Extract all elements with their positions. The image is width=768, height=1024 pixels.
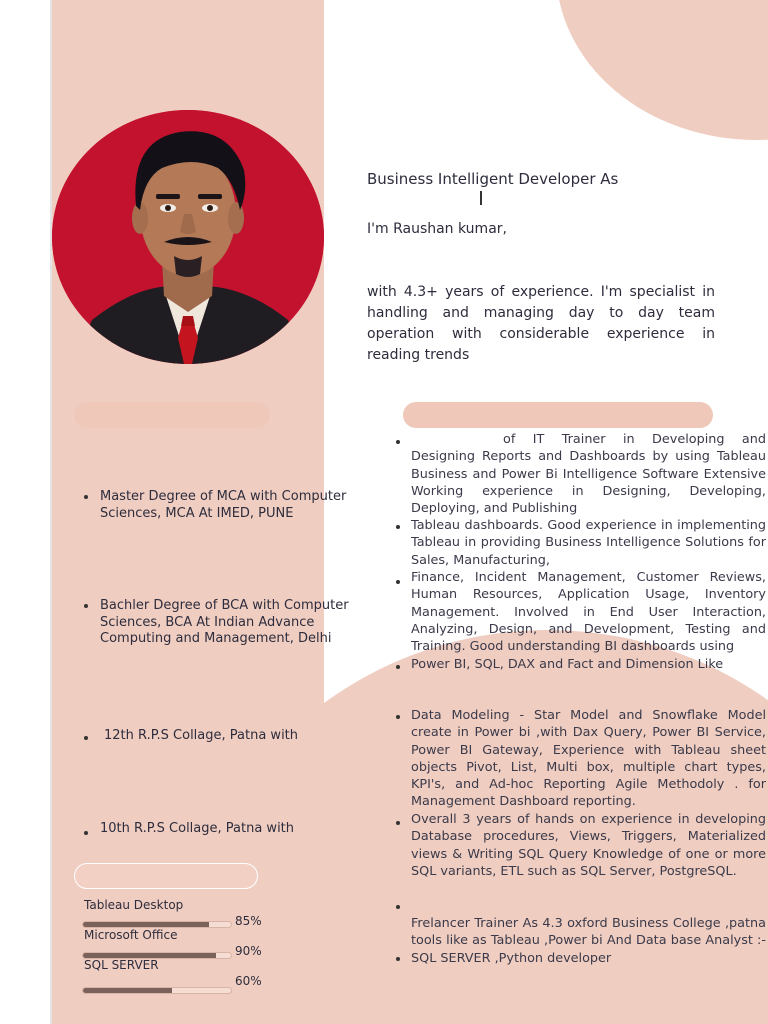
- bullet-icon: [396, 525, 400, 529]
- experience-text: Power BI, SQL, DAX and Fact and Dimension Like: [411, 657, 724, 672]
- skill-bar: [82, 921, 232, 928]
- experience-text: Tableau dashboards. Good experience in implementing Tableau in providing Business Intelligence Solutions for Sales, Manufacturing,: [411, 518, 766, 568]
- experience-text: Data Modeling - Star Model and Snowflake Model create in Power bi ,with Dax Query, Power BI Service, Power BI Gateway, Experience with Tableau sheet objects Pivot, List, Multi box, multiple chart types, KPI's, and Ad-hoc Reporting Agile Methodoly . for Management Dashboard reporting.: [411, 708, 766, 810]
- experience-item: [396, 811, 766, 880]
- education-item: [84, 821, 344, 838]
- experience-item: [396, 569, 766, 655]
- bullet-icon: [396, 905, 400, 909]
- bullet-icon: [396, 580, 400, 584]
- experience-item: [396, 656, 766, 673]
- bullet-icon: [396, 665, 400, 669]
- profile-photo: [52, 110, 324, 364]
- education-text: Master Degree of MCA with Computer Sciences, MCA At IMED, PUNE: [100, 489, 347, 521]
- skill-bar: [82, 987, 232, 994]
- education-section-pill: [74, 402, 270, 428]
- summary-text: with 4.3+ years of experience. I'm specialist in handling and managing day to day team operation with considerable experience in reading trends: [367, 284, 715, 363]
- education-item: [84, 728, 344, 745]
- skill-label: SQL SERVER: [84, 958, 159, 972]
- skills-section-pill: [74, 863, 258, 889]
- education-text: 10th R.P.S Collage, Patna with: [100, 821, 295, 836]
- skill-percent: 85%: [235, 914, 262, 928]
- skill-bar-fill: [83, 988, 172, 993]
- experience-item: [396, 431, 766, 517]
- bullet-icon: [84, 495, 88, 499]
- education-item: [84, 598, 368, 648]
- top-decor-circle: [556, 0, 768, 140]
- skill-percent: 60%: [235, 974, 262, 988]
- experience-text: Finance, Incident Management, Customer Reviews, Human Resources, Application Usage, Inventory Management. Involved in End User Interaction, Analyzing, Design, and Development, Testing and Training. Good understanding BI dashboards using: [411, 570, 766, 655]
- skill-label: Tableau Desktop: [84, 898, 184, 912]
- headline: Business Intelligent Developer As: [367, 170, 619, 188]
- text-cursor: [480, 191, 482, 205]
- education-text: 12th R.P.S Collage, Patna with: [104, 728, 299, 743]
- skill-percent: 90%: [235, 944, 262, 958]
- bullet-icon: [84, 736, 88, 740]
- bullet-icon: [396, 821, 400, 825]
- bullet-icon: [84, 604, 88, 608]
- experience-text: Overall 3 years of hands on experience in developing Database procedures, Views, Triggers, Materialized views & Writing SQL Query Knowledge of one or more SQL variants, ETL such as SQL Server, PostgreSQL.: [411, 812, 766, 879]
- bullet-icon: [84, 831, 88, 835]
- bullet-icon: [396, 957, 400, 961]
- education-item: [84, 489, 376, 522]
- experience-item: [396, 707, 766, 811]
- experience-item: [396, 517, 766, 569]
- experience-item: [396, 915, 766, 967]
- education-text: Bachler Degree of BCA with Computer Sciences, BCA At Indian Advance Computing and Management, Delhi: [100, 598, 349, 646]
- skill-label: Microsoft Office: [84, 928, 178, 942]
- experience-text: Frelancer Trainer As 4.3 oxford Business College ,patna tools like as Tableau ,Power bi And Data base Analyst :- SQL SERVER ,Python developer: [411, 916, 766, 966]
- bullet-icon: [396, 715, 400, 719]
- intro-name: I'm Raushan kumar,: [367, 221, 507, 237]
- bullet-icon: [396, 440, 400, 444]
- skill-bar-fill: [83, 922, 209, 927]
- experience-text: of IT Trainer in Developing and Designing Reports and Dashboards by using Tableau Business and Power Bi Intelligence Software Extensive Working experience in Designing, Developing, Deploying, and Publishing: [411, 432, 766, 517]
- experience-section-pill: [403, 402, 713, 428]
